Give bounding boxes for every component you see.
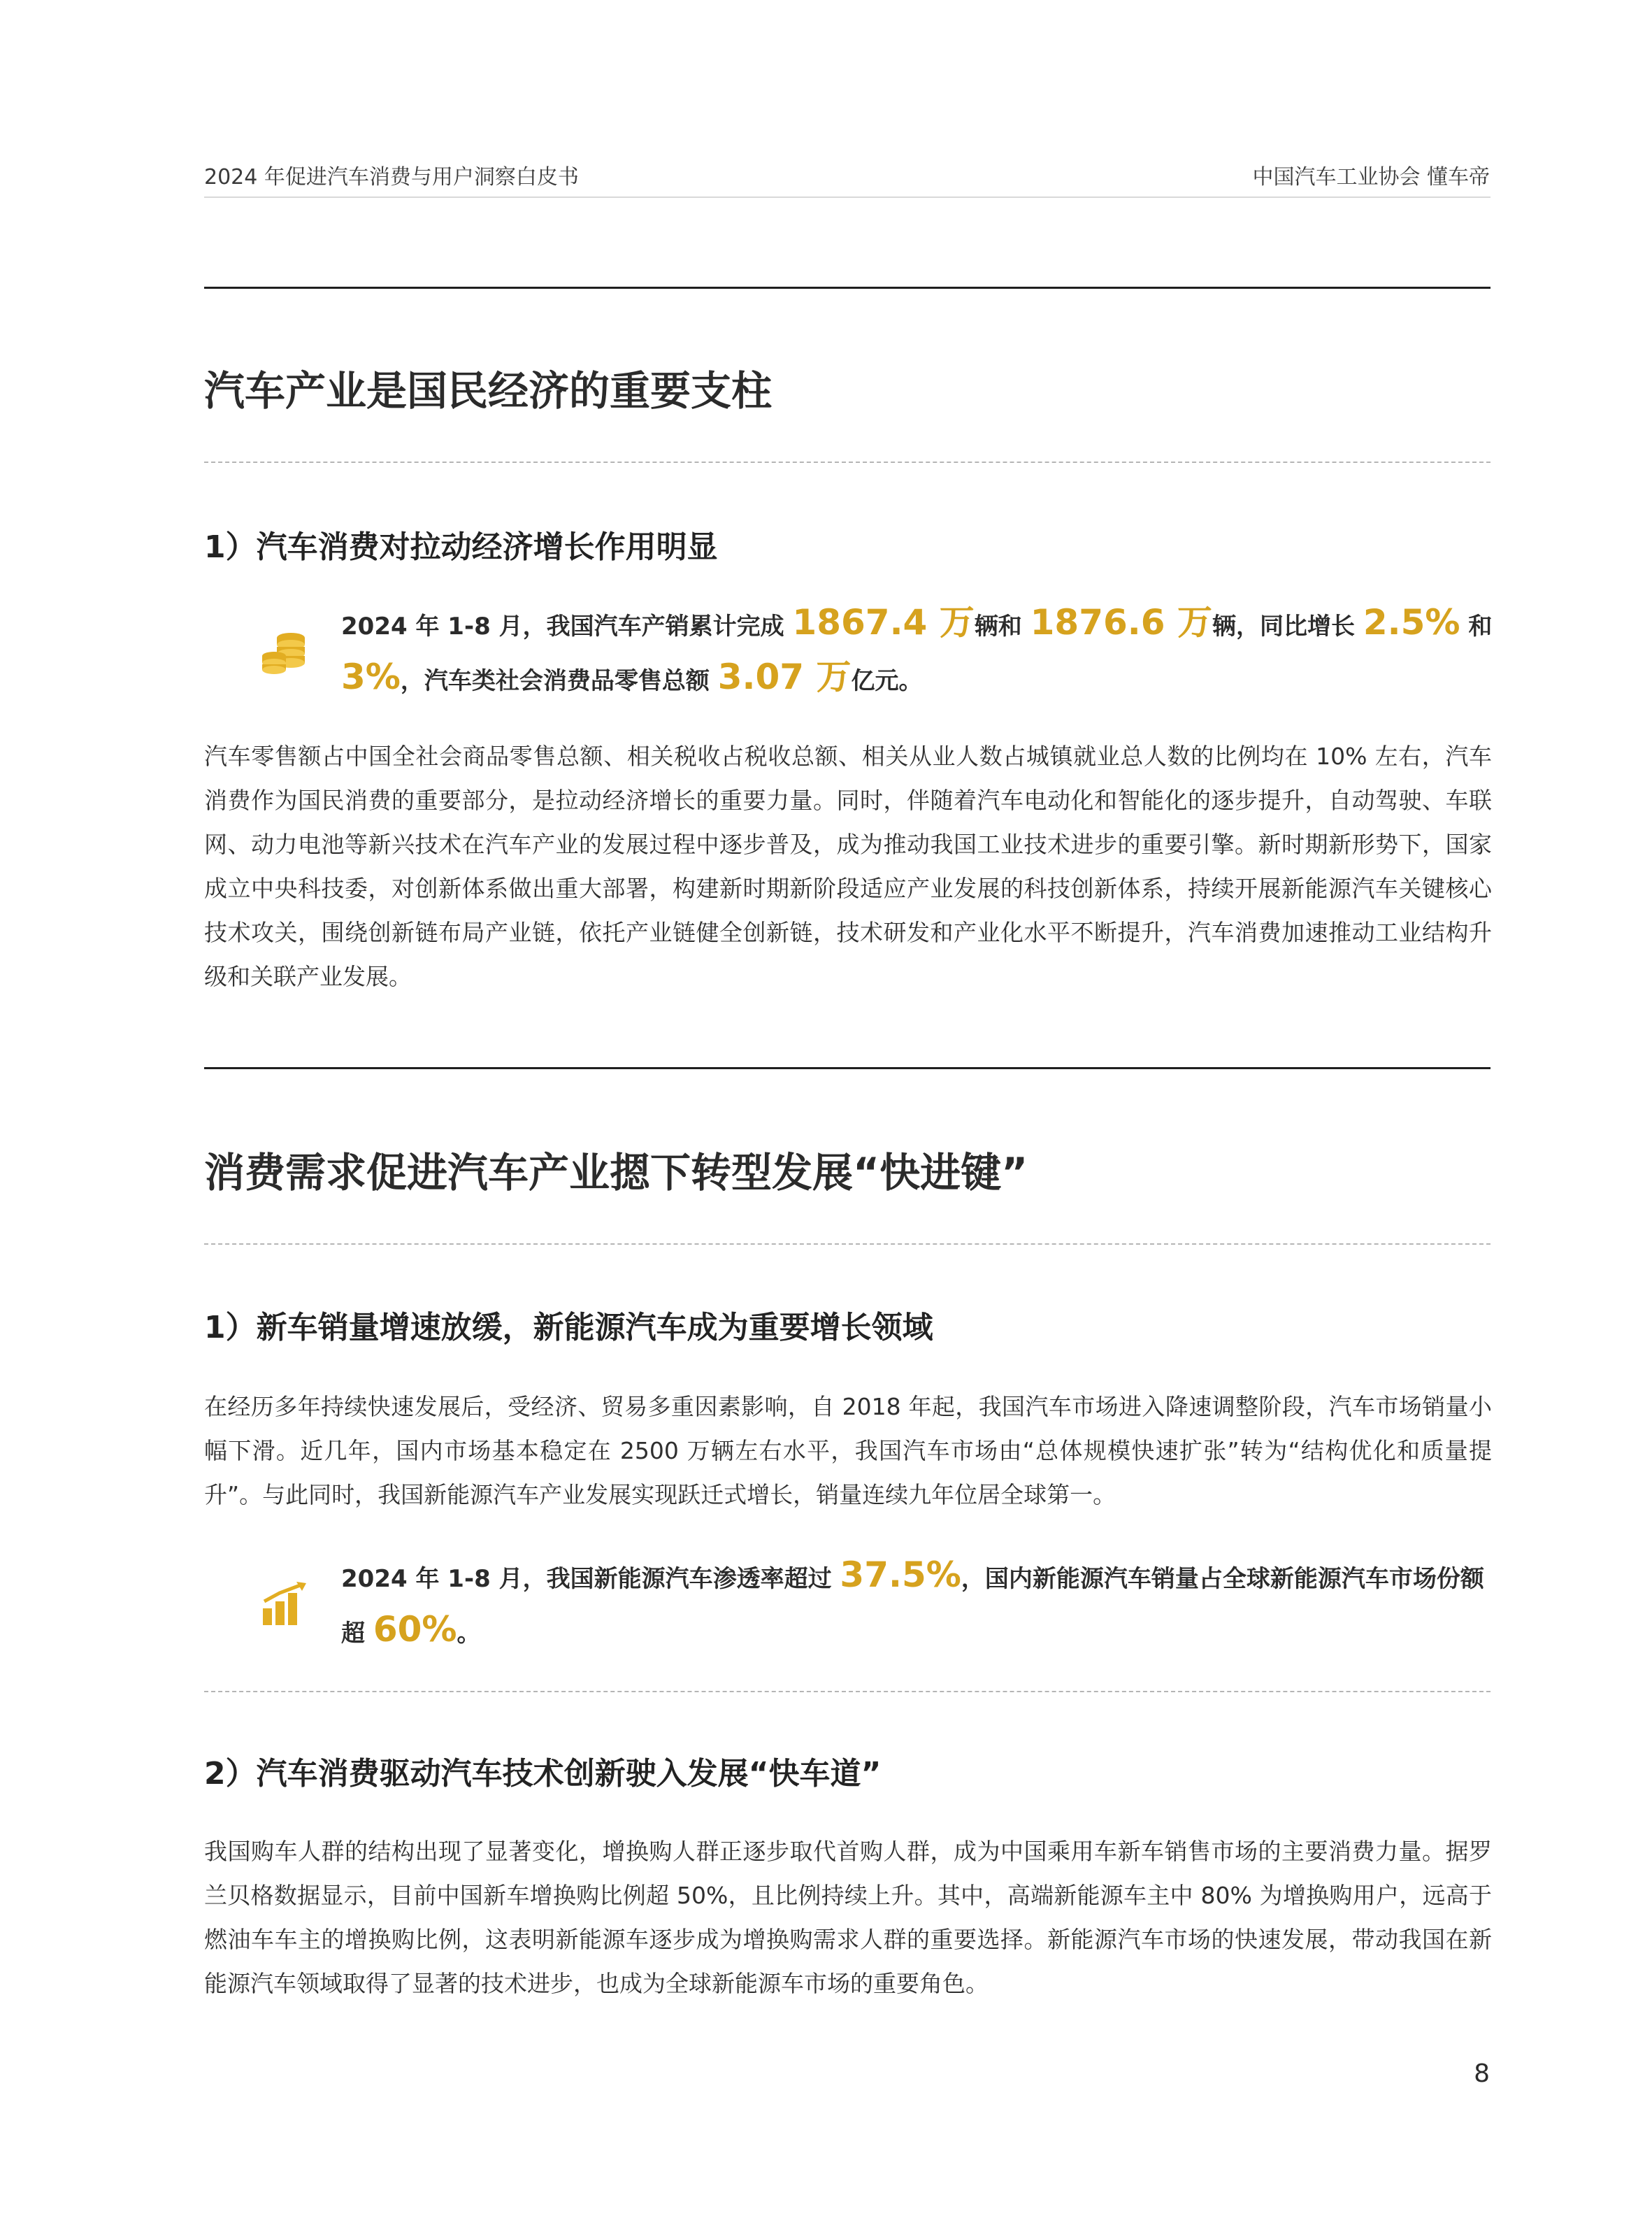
callout-text: 辆和	[974, 613, 1030, 641]
coin-stack-icon	[260, 628, 309, 677]
section-dashed-divider	[204, 462, 1491, 463]
key-figures-callout	[341, 597, 1495, 706]
subsection-title: 1）汽车消费对拉动经济增长作用明显	[204, 529, 718, 565]
header-title: 2024 年促进汽车消费与用户洞察白皮书	[204, 165, 579, 190]
callout-text: 辆，同比增长	[1212, 613, 1363, 641]
callout-text: 亿元。	[851, 667, 923, 695]
highlight-retail-total: 3.07 万	[717, 657, 852, 697]
section-dashed-divider	[204, 1243, 1491, 1245]
section-dashed-divider	[204, 1691, 1491, 1692]
body-paragraph	[204, 1829, 1492, 2006]
callout-text: 和	[1460, 613, 1493, 641]
section-title: 汽车产业是国民经济的重要支柱	[204, 367, 773, 415]
bar-chart-icon	[260, 1580, 309, 1629]
highlight-production: 1867.4 万	[792, 602, 975, 643]
body-paragraph	[204, 1385, 1492, 1517]
callout-text: 2024 年 1-8 月，我国汽车产销累计完成	[341, 613, 793, 641]
section-divider	[204, 1067, 1491, 1069]
subsection-title: 2）汽车消费驱动汽车技术创新驶入发展“快车道”	[204, 1756, 882, 1792]
header-divider	[204, 196, 1491, 198]
page-number: 8	[1474, 2059, 1490, 2088]
callout-text: ，国内新能源汽车销量占全球新能源汽车市场份额超	[341, 1565, 1484, 1648]
body-paragraph	[204, 734, 1492, 999]
paragraph-text: 在经历多年持续快速发展后，受经济、贸易多重因素影响，自 2018 年起，我国汽车市场进入降速调整阶段，汽车市场销量小幅下滑。近几年，国内市场基本稳定在 2500 万辆左右水平，我国汽车市场由“总体规模快速扩张”转为“结构优化和质量提升”。与此同时，我国新能源汽车产业发展实现跃迁式增长，销量连续九年位居全球第一。	[204, 1393, 1492, 1508]
penetration-callout	[341, 1550, 1495, 1659]
highlight-sales: 1876.6 万	[1030, 602, 1212, 643]
callout-text: 。	[457, 1620, 481, 1648]
highlight-penetration-rate: 37.5%	[840, 1554, 961, 1595]
section-divider	[204, 287, 1491, 289]
callout-text: 2024 年 1-8 月，我国新能源汽车渗透率超过	[341, 1565, 840, 1593]
paragraph-text: 我国购车人群的结构出现了显著变化，增换购人群正逐步取代首购人群，成为中国乘用车新车销售市场的主要消费力量。据罗兰贝格数据显示，目前中国新车增换购比例超 50%，且比例持续上升。其中，高端新能源车主中 80% 为增换购用户，远高于燃油车车主的增换购比例，这表明新能源车逐步成为增换购需求人群的重要选择。新能源汽车市场的快速发展，带动我国在新能源汽车领域取得了显著的技术进步，也成为全球新能源车市场的重要角色。	[204, 1838, 1492, 1997]
paragraph-text: 汽车零售额占中国全社会商品零售总额、相关税收占税收总额、相关从业人数占城镇就业总人数的比例均在 10% 左右，汽车消费作为国民消费的重要部分，是拉动经济增长的重要力量。同时，伴随着汽车电动化和智能化的逐步提升，自动驾驶、车联网、动力电池等新兴技术在汽车产业的发展过程中逐步普及，成为推动我国工业技术进步的重要引擎。新时期新形势下，国家成立中央科技委，对创新体系做出重大部署，构建新时期新阶段适应产业发展的科技创新体系，持续开展新能源汽车关键核心技术攻关，围绕创新链布局产业链，依托产业链健全创新链，技术研发和产业化水平不断提升，汽车消费加速推动工业结构升级和关联产业发展。	[204, 743, 1492, 990]
subsection-title: 1）新车销量增速放缓，新能源汽车成为重要增长领域	[204, 1310, 933, 1345]
highlight-global-share: 60%	[373, 1609, 457, 1650]
callout-text: ，汽车类社会消费品零售总额	[400, 667, 718, 695]
section-title: 消费需求促进汽车产业摁下转型发展“快进键”	[204, 1149, 1028, 1196]
highlight-production-growth: 2.5%	[1363, 602, 1460, 643]
highlight-sales-growth: 3%	[341, 657, 401, 697]
header-publisher: 中国汽车工业协会 懂车帝	[1252, 165, 1490, 190]
